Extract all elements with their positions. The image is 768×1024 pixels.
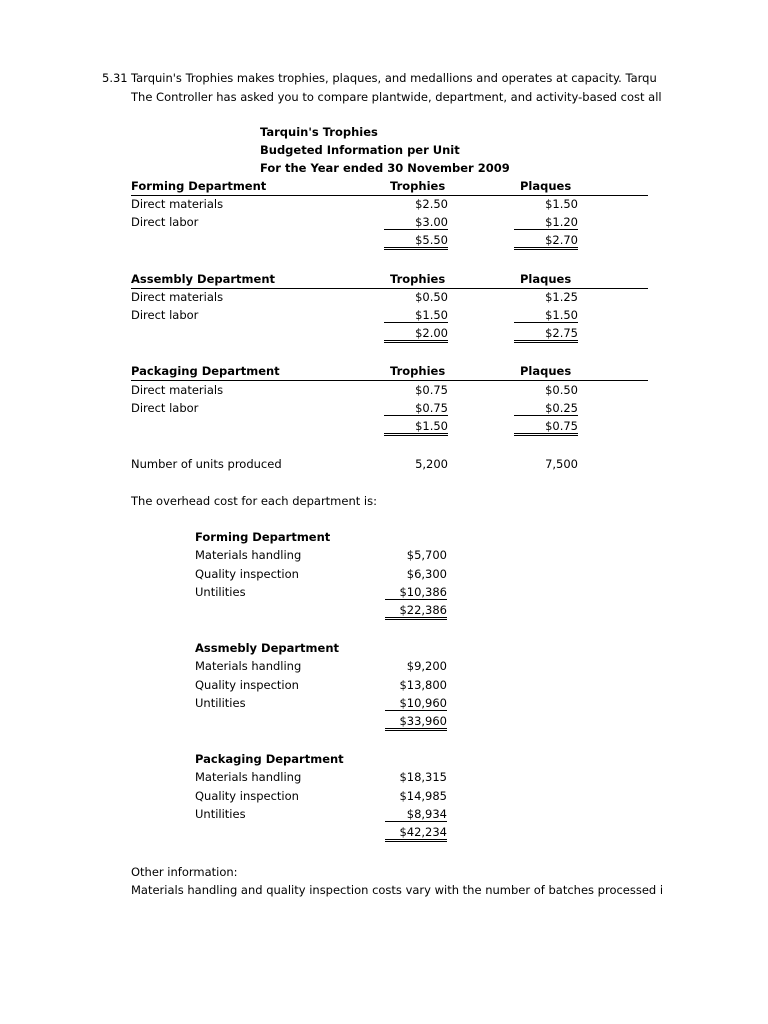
- trophies-value: $0.75: [384, 401, 448, 416]
- overhead-item-label: Untilities: [195, 696, 246, 710]
- other-information-heading: Other information:: [131, 865, 238, 879]
- row-label: Direct labor: [131, 401, 199, 415]
- column-header-trophies: Trophies: [390, 272, 446, 286]
- column-header-trophies: Trophies: [390, 179, 446, 193]
- trophies-value: $2.50: [415, 197, 448, 211]
- trophies-total: $2.00: [384, 326, 448, 343]
- overhead-item-label: Quality inspection: [195, 789, 299, 803]
- overhead-item-value: $8,934: [385, 807, 447, 822]
- row-label: Direct materials: [131, 197, 224, 211]
- overhead-item-label: Materials handling: [195, 770, 302, 784]
- report-period: For the Year ended 30 November 2009: [260, 161, 510, 175]
- trophies-value: $3.00: [384, 215, 448, 230]
- overhead-intro: The overhead cost for each department is:: [131, 494, 377, 508]
- overhead-item-label: Materials handling: [195, 548, 302, 562]
- overhead-item-value: $9,200: [406, 659, 447, 673]
- department-name: Forming Department: [131, 179, 267, 193]
- overhead-department-name: Forming Department: [195, 530, 331, 544]
- report-company: Tarquin's Trophies: [260, 125, 378, 139]
- plaques-value: $1.25: [545, 290, 578, 304]
- plaques-value: $1.50: [545, 197, 578, 211]
- overhead-total: $33,960: [385, 714, 447, 731]
- column-header-plaques: Plaques: [520, 364, 572, 378]
- plaques-value: $1.20: [514, 215, 578, 230]
- row-label: Direct labor: [131, 308, 199, 322]
- overhead-department-name: Assmebly Department: [195, 641, 340, 655]
- trophies-total: $5.50: [384, 233, 448, 250]
- header-rule: [131, 195, 648, 196]
- report-title: Budgeted Information per Unit: [260, 143, 460, 157]
- trophies-value: $0.50: [415, 290, 448, 304]
- header-rule: [131, 288, 648, 289]
- overhead-item-value: $10,960: [385, 696, 447, 711]
- overhead-item-label: Untilities: [195, 585, 246, 599]
- row-label: Direct materials: [131, 290, 224, 304]
- department-name: Assembly Department: [131, 272, 276, 286]
- overhead-item-label: Quality inspection: [195, 567, 299, 581]
- overhead-item-label: Untilities: [195, 807, 246, 821]
- overhead-total: $22,386: [385, 603, 447, 620]
- overhead-item-label: Quality inspection: [195, 678, 299, 692]
- overhead-item-value: $13,800: [399, 678, 447, 692]
- plaques-value: $0.25: [514, 401, 578, 416]
- overhead-department-name: Packaging Department: [195, 752, 344, 766]
- plaques-value: $1.50: [514, 308, 578, 323]
- overhead-item-value: $18,315: [399, 770, 447, 784]
- overhead-item-value: $10,386: [385, 585, 447, 600]
- header-rule: [131, 380, 648, 381]
- overhead-total: $42,234: [385, 825, 447, 842]
- plaques-total: $0.75: [514, 419, 578, 436]
- column-header-plaques: Plaques: [520, 272, 572, 286]
- plaques-value: $0.50: [545, 383, 578, 397]
- overhead-item-value: $14,985: [399, 789, 447, 803]
- problem-number: 5.31: [102, 71, 128, 85]
- units-produced-trophies: 5,200: [415, 457, 448, 471]
- trophies-total: $1.50: [384, 419, 448, 436]
- column-header-trophies: Trophies: [390, 364, 446, 378]
- units-produced-plaques: 7,500: [545, 457, 578, 471]
- overhead-item-value: $5,700: [406, 548, 447, 562]
- row-label: Direct materials: [131, 383, 224, 397]
- problem-text-line-1: Tarquin's Trophies makes trophies, plaques, and medallions and operates at capacity. Tarqu: [131, 71, 657, 85]
- trophies-value: $0.75: [415, 383, 448, 397]
- department-name: Packaging Department: [131, 364, 280, 378]
- other-information-text: Materials handling and quality inspection costs vary with the number of batches processed i: [131, 883, 664, 897]
- units-produced-label: Number of units produced: [131, 457, 282, 471]
- row-label: Direct labor: [131, 215, 199, 229]
- plaques-total: $2.75: [514, 326, 578, 343]
- overhead-item-label: Materials handling: [195, 659, 302, 673]
- trophies-value: $1.50: [384, 308, 448, 323]
- overhead-item-value: $6,300: [406, 567, 447, 581]
- plaques-total: $2.70: [514, 233, 578, 250]
- column-header-plaques: Plaques: [520, 179, 572, 193]
- problem-text-line-2: The Controller has asked you to compare plantwide, department, and activity-based cost all: [131, 90, 662, 104]
